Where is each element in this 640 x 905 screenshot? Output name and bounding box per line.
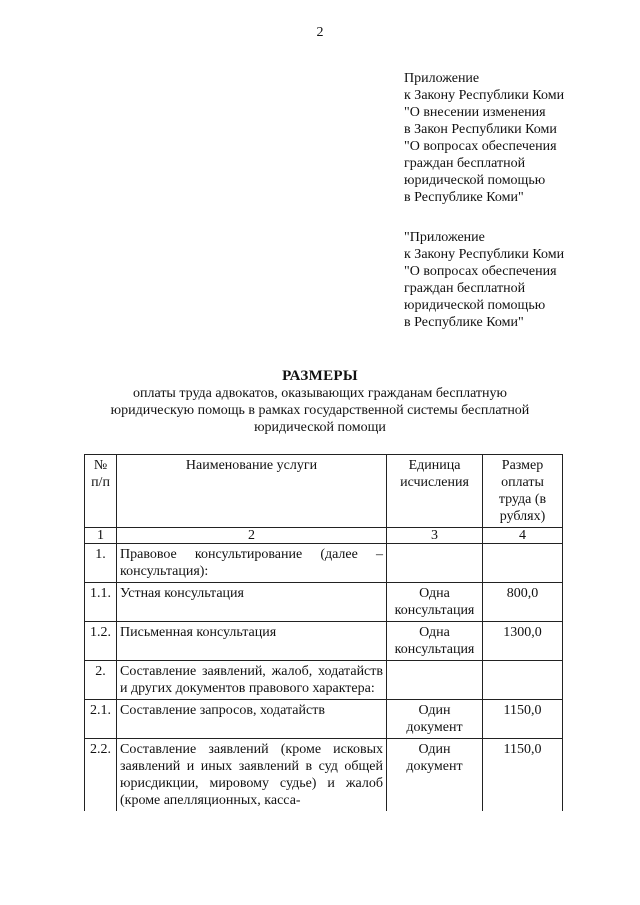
appendix-line: граждан бесплатной	[404, 281, 526, 296]
row-price	[483, 544, 563, 583]
row-unit: Одна консультация	[387, 583, 483, 622]
row-service: Устная консультация	[117, 583, 387, 622]
appendix-line: юридической помощью	[404, 298, 546, 313]
row-number: 1.1.	[85, 583, 117, 622]
column-index: 3	[387, 528, 483, 544]
table-header-row	[85, 455, 563, 528]
appendix-line: "О внесении изменения	[404, 105, 546, 120]
document-title: РАЗМЕРЫ	[282, 368, 358, 384]
row-number: 1.2.	[85, 622, 117, 661]
column-index-row	[85, 528, 563, 544]
row-unit: Один документ	[387, 739, 483, 812]
page-number: 2	[316, 25, 324, 40]
row-service: Составление заявлений, жалоб, ходатайств и других документов правового характера:	[117, 661, 387, 700]
document-title-block	[80, 368, 560, 436]
subtitle-line: юридической помощи	[254, 420, 386, 435]
row-number: 2.2.	[85, 739, 117, 812]
row-service: Правовое консультирование (далее – консультация):	[117, 544, 387, 583]
appendix-line: юридической помощью	[404, 173, 546, 188]
appendix-line: к Закону Республики Коми	[404, 247, 565, 262]
appendix-original-heading	[404, 229, 634, 331]
row-service: Составление заявлений (кроме исковых заявлений и иных заявлений в суд общей юрисдикции, мировому судье) и жалоб (кроме апелляционных, касса-	[117, 739, 387, 812]
row-unit: Один документ	[387, 700, 483, 739]
appendix-line: "О вопросах обеспечения	[404, 139, 557, 154]
header-unit: Единица исчисления	[387, 455, 483, 528]
row-number: 2.	[85, 661, 117, 700]
appendix-line: "Приложение	[404, 230, 485, 245]
appendix-line: в Республике Коми"	[404, 190, 524, 205]
column-index: 2	[117, 528, 387, 544]
row-service: Письменная консультация	[117, 622, 387, 661]
table-row	[85, 544, 563, 583]
row-number: 1.	[85, 544, 117, 583]
table-row	[85, 622, 563, 661]
fee-table	[84, 454, 563, 811]
header-number: № п/п	[85, 455, 117, 528]
subtitle-line: юридическую помощь в рамках государственной системы бесплатной	[110, 403, 530, 418]
column-index: 1	[85, 528, 117, 544]
row-number: 2.1.	[85, 700, 117, 739]
row-price	[483, 661, 563, 700]
appendix-line: граждан бесплатной	[404, 156, 526, 171]
appendix-line: к Закону Республики Коми	[404, 88, 565, 103]
row-price: 1300,0	[483, 622, 563, 661]
row-unit: Одна консультация	[387, 622, 483, 661]
table-row	[85, 700, 563, 739]
row-price: 800,0	[483, 583, 563, 622]
row-price: 1150,0	[483, 739, 563, 812]
table-row	[85, 739, 563, 812]
table-row	[85, 661, 563, 700]
table-row	[85, 583, 563, 622]
column-index: 4	[483, 528, 563, 544]
header-price: Размер оплаты труда (в рублях)	[483, 455, 563, 528]
appendix-amendment-heading	[404, 70, 634, 206]
header-service: Наименование услуги	[117, 455, 387, 528]
row-service: Составление запросов, ходатайств	[117, 700, 387, 739]
appendix-line: в Республике Коми"	[404, 315, 524, 330]
appendix-line: Приложение	[404, 71, 480, 86]
row-unit	[387, 661, 483, 700]
appendix-line: "О вопросах обеспечения	[404, 264, 557, 279]
row-price: 1150,0	[483, 700, 563, 739]
row-unit	[387, 544, 483, 583]
subtitle-line: оплаты труда адвокатов, оказывающих гражданам бесплатную	[132, 386, 507, 401]
appendix-line: в Закон Республики Коми	[404, 122, 557, 137]
